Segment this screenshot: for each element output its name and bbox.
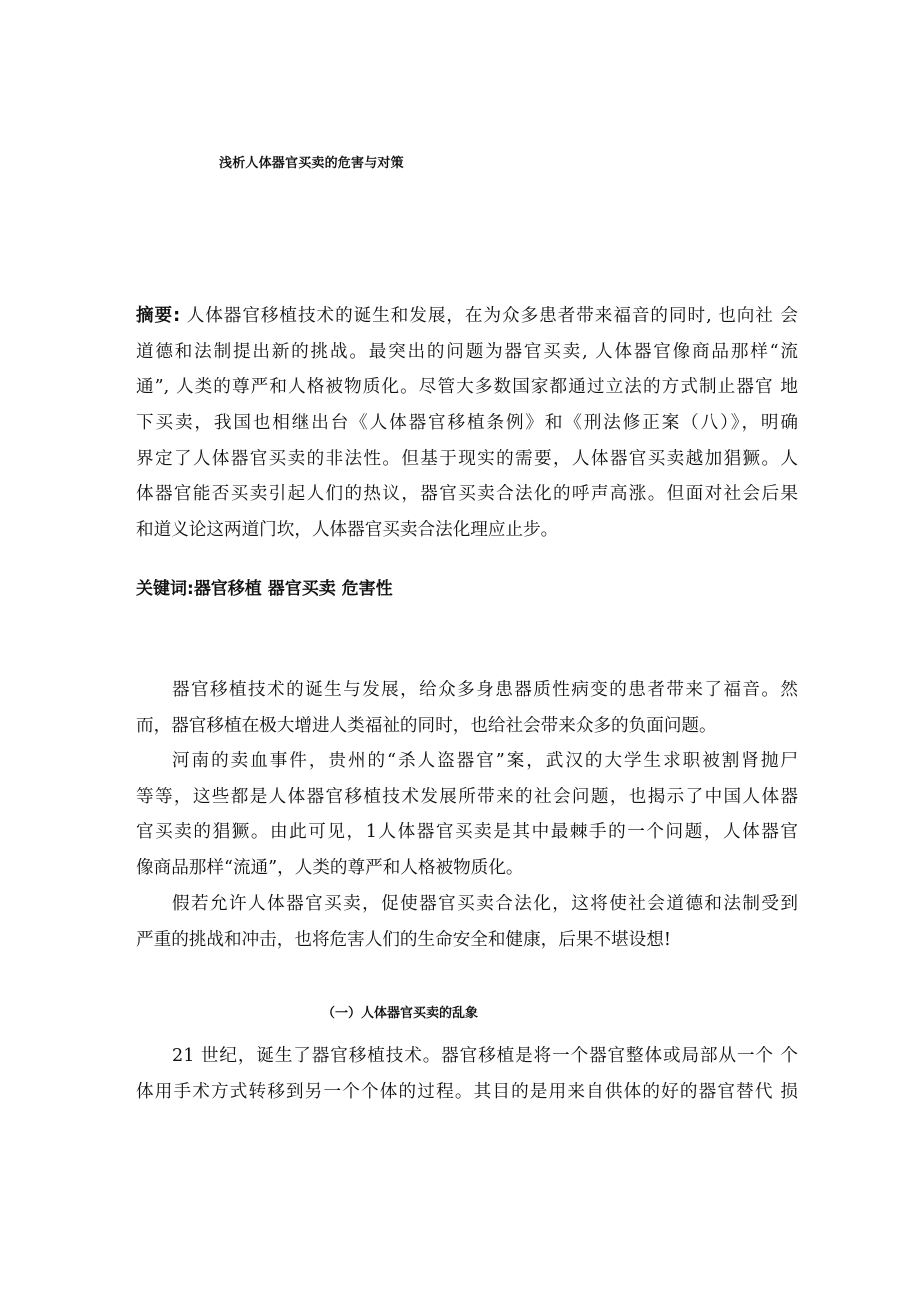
keywords-line bbox=[136, 574, 393, 599]
abstract-line: 和道义论这两道门坎，人体器官买卖合法化理应止步。 bbox=[136, 520, 559, 541]
paragraph-line: 严重的挑战和冲击，也将危害人们的生命安全和健康，后果不堪设想! bbox=[136, 929, 671, 950]
paragraph-line: 而，器官移植在极大增进人类福祉的同时，也给社会带来众多的负面问题。 bbox=[136, 715, 717, 736]
paragraph-line: 假若允许人体器官买卖，促使器官买卖合法化，这将使社会道德和法制受到 bbox=[172, 894, 798, 914]
section-paragraph bbox=[136, 1039, 798, 1110]
abstract-label: 摘要: bbox=[136, 306, 181, 326]
abstract-line: 人体器官移植技术的诞生和发展，在为众多患者带来福音的同时, 也向社 会 bbox=[180, 306, 798, 326]
document-title: 浅析人体器官买卖的危害与对策 bbox=[219, 156, 404, 171]
abstract-line: 体器官能否买卖引起人们的热议，器官买卖合法化的呼声高涨。但面对社会后果 bbox=[136, 484, 798, 505]
paragraph-line: 21 世纪，诞生了器官移植技术。器官移植是将一个器官整体或局部从一个 个 bbox=[172, 1046, 798, 1066]
paragraph-line: 像商品那样“流通”，人类的尊严和人格被物质化。 bbox=[136, 858, 524, 879]
keywords-text: 器官移植 器官买卖 危害性 bbox=[193, 579, 393, 599]
abstract-line: 界定了人体器官买卖的非法性。但基于现实的需要，人体器官买卖越加猖獗。人 bbox=[136, 448, 798, 469]
paragraph-line: 体用手术方式转移到另一个个体的过程。其目的是用来自供体的好的器官替代 损 bbox=[136, 1081, 798, 1102]
body-paragraph bbox=[136, 887, 798, 958]
abstract-block bbox=[136, 299, 798, 549]
paragraph-line: 官买卖的猖獗。由此可见，1人体器官买卖是其中最棘手的一个问题，人体器官 bbox=[136, 822, 798, 843]
paragraph-line: 器官移植技术的诞生与发展，给众多身患器质性病变的患者带来了福音。然 bbox=[172, 680, 798, 700]
abstract-line: 道德和法制提出新的挑战。最突出的问题为器官买卖, 人体器官像商品那样“流 bbox=[136, 341, 798, 362]
body-paragraph bbox=[136, 744, 798, 887]
body-paragraph bbox=[136, 673, 798, 744]
section-heading: （一）人体器官买卖的乱象 bbox=[322, 1006, 479, 1021]
abstract-line: 通”, 人类的尊严和人格被物质化。尽管大多数国家都通过立法的方式制止器官 地 bbox=[136, 377, 798, 398]
keywords-label: 关键词: bbox=[136, 579, 194, 599]
abstract-line: 下买卖，我国也相继出台《人体器官移植条例》和《刑法修正案（八）》，明确 bbox=[136, 413, 798, 434]
paragraph-line: 等等，这些都是人体器官移植技术发展所带来的社会问题，也揭示了中国人体器 bbox=[136, 786, 798, 807]
paragraph-line: 河南的卖血事件，贵州的“杀人盗器官”案，武汉的大学生求职被割肾抛尸 bbox=[172, 751, 798, 771]
